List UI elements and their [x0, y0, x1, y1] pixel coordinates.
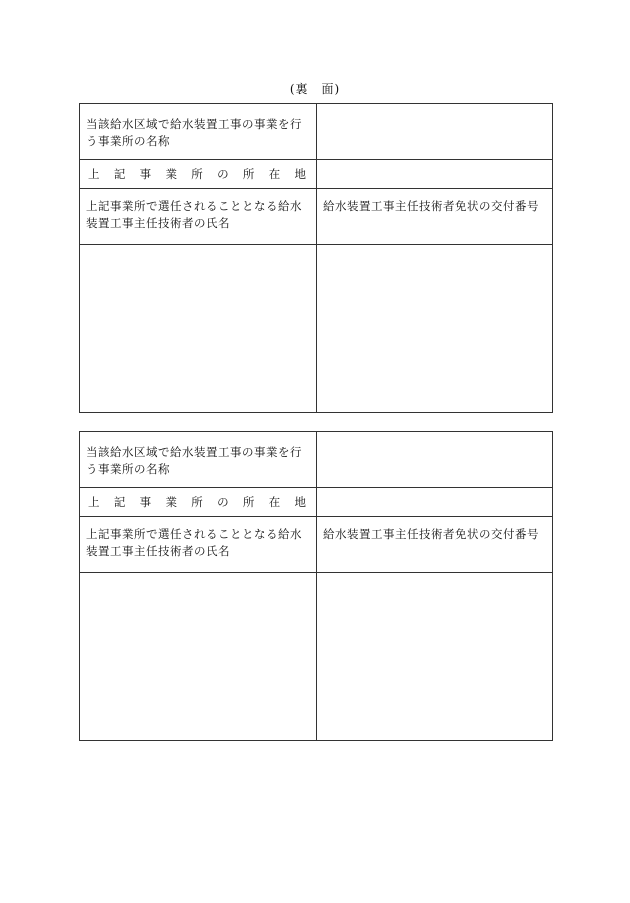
address-label-char: 地: [294, 166, 306, 181]
engineer-header-row: [80, 517, 553, 573]
address-value-field[interactable]: [317, 160, 553, 189]
license-number-label: 給水装置工事主任技術者免状の交付番号: [317, 189, 553, 245]
address-label-char: 地: [294, 494, 306, 509]
form-table-1: [79, 103, 553, 413]
office-name-row: [80, 104, 553, 160]
license-number-field[interactable]: [317, 245, 553, 413]
license-number-field[interactable]: [317, 573, 553, 741]
address-label-char: 所: [242, 494, 255, 509]
page-title: (裏 面): [289, 82, 341, 96]
address-label-char: 在: [268, 166, 281, 181]
office-name-row: [80, 432, 553, 488]
address-label-char: の: [217, 166, 229, 181]
address-value-field[interactable]: [317, 488, 553, 517]
address-row: [80, 160, 553, 189]
address-label-char: 上: [88, 166, 100, 181]
chief-engineer-name-field[interactable]: [80, 573, 317, 741]
address-label-char: 事: [139, 494, 152, 509]
office-name-label: 当該給水区域で給水装置工事の事業を行う事業所の名称: [80, 104, 317, 160]
engineer-entry-row: [80, 245, 553, 413]
address-label-char: 上: [88, 494, 100, 509]
address-label-char: 事: [139, 166, 152, 181]
address-label: [80, 488, 317, 517]
address-label-char: 業: [165, 494, 177, 509]
address-label-char: 在: [268, 494, 281, 509]
address-label-char: の: [217, 494, 229, 509]
office-name-label: 当該給水区域で給水装置工事の事業を行う事業所の名称: [80, 432, 317, 488]
chief-engineer-name-field[interactable]: [80, 245, 317, 413]
form-table-2: [79, 431, 553, 741]
office-name-value-field[interactable]: [317, 104, 553, 160]
address-label-char: 記: [113, 166, 126, 181]
chief-engineer-name-label: 上記事業所で選任されることとなる給水装置工事主任技術者の氏名: [80, 189, 317, 245]
license-number-label: 給水装置工事主任技術者免状の交付番号: [317, 517, 553, 573]
address-label-char: 所: [191, 494, 203, 509]
chief-engineer-name-label: 上記事業所で選任されることとなる給水装置工事主任技術者の氏名: [80, 517, 317, 573]
address-label-char: 所: [191, 166, 203, 181]
engineer-header-row: [80, 189, 553, 245]
address-label: [80, 160, 317, 189]
office-name-value-field[interactable]: [317, 432, 553, 488]
address-row: [80, 488, 553, 517]
address-label-char: 所: [242, 166, 255, 181]
engineer-entry-row: [80, 573, 553, 741]
address-label-char: 記: [113, 494, 126, 509]
address-label-char: 業: [165, 166, 177, 181]
